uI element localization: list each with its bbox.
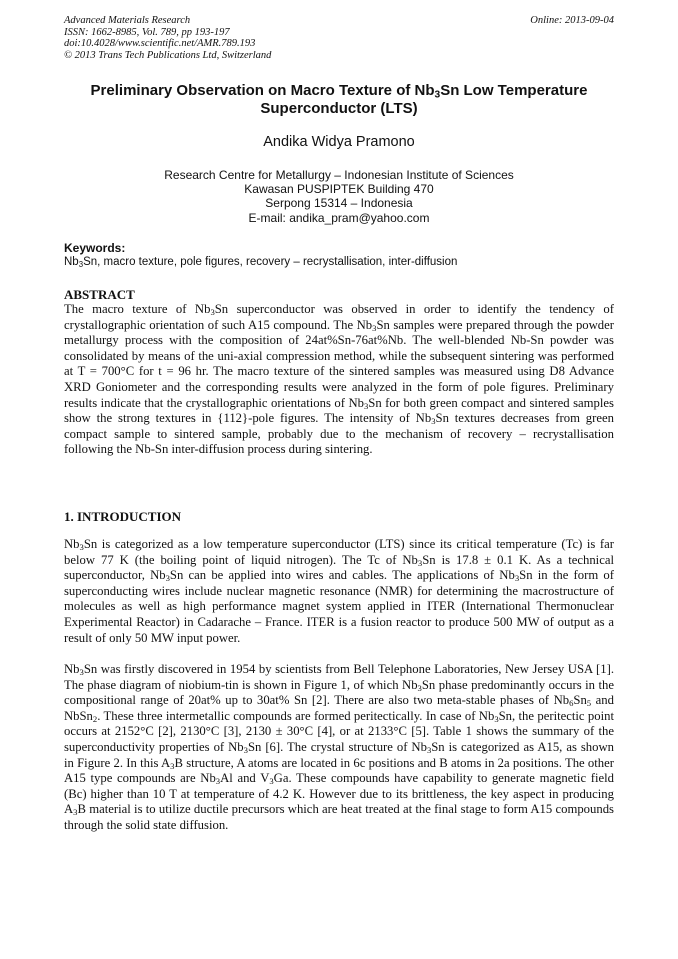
paragraph-text: Sn, the peritectic point occurs at 2152°C [2], 2130°C [3], 2130 ± 30°C [4], or at 2133°C [5]. Table 1 shows the summary of the superconductivity properties of Nb [64, 708, 614, 754]
paragraph-text: . These three intermetallic compounds are formed peritectically. In case of Nb [97, 708, 495, 723]
subscript: 3 [269, 776, 274, 787]
subscript: 6 [569, 698, 574, 709]
author-email: E-mail: andika_pram@yahoo.com [248, 210, 430, 225]
journal-doi: doi:10.4028/www.scientific.net/AMR.789.193 [64, 38, 256, 49]
paragraph-text: Al and V [220, 771, 270, 786]
keyword-subscript: 3 [78, 259, 84, 269]
abstract-text: Sn samples were prepared through the powder metallurgy process with the composition of 24at%Sn-76at%Nb. The well-blended Nb-Sn powder was consolidated by means of the uni-axial compression method, while the subsequent sintering was performed at T = 700°C for t = 96 hr. The macro texture of the sintered samples was measured using D8 Advance XRD Goniometer and the corresponding results were analyzed in the form of pole figures. Preliminary results indicate that the crystallographic orientations of Nb [64, 317, 614, 410]
journal-name: Advanced Materials Research [64, 15, 191, 26]
subscript: 3 [417, 682, 422, 693]
keywords-heading: Keywords: [64, 241, 126, 255]
subscript: 3 [514, 573, 520, 584]
paragraph-text: Ga. These compounds have capability to generate magnetic field (Bc) higher than 10 T at temperature of 4.2 K. However due to its brittleness, the key aspect in producing A [64, 771, 614, 817]
paragraph-text: Sn is 17.8 ± 0.1 K. As a technical superconductor, Nb [64, 552, 614, 583]
paragraph-text: Nb [64, 537, 80, 551]
intro-paragraph-2 [64, 662, 614, 834]
subscript: 3 [243, 745, 248, 756]
subscript: 3 [494, 713, 499, 724]
affiliation [0, 168, 678, 225]
subscript: 3 [215, 776, 221, 787]
paragraph-text: Sn is categorized as a low temperature superconductor (LTS) since its critical temperature (Tc) is far below 77 K (the boiling point of liquid nitrogen). The Tc of Nb [64, 537, 614, 567]
paragraph-text: Sn can be applied into wires and cables. The applications of Nb [169, 568, 515, 583]
paragraph-text: and NbSn [64, 693, 614, 723]
paper-title [60, 82, 618, 118]
abstract-text: The macro texture of Nb [64, 302, 211, 316]
abstract-text: Sn for both green compact and sintered samples show the strong textures in {112}-pole figures. The intensity of Nb [64, 395, 614, 426]
journal-copyright: © 2013 Trans Tech Publications Ltd, Switzerland [64, 49, 272, 61]
paragraph-text: Sn in the form of superconducting wires include nuclear magnetic resonance (NMR) for determining the macrostructure of molecules as well as high performance magnet system applied in ITER (International Thermonuclear Experimental Reactor) in Cadarache – France. ITER is a fusion reactor to produce 500 MW of output as a result of only 50 MW input power. [64, 568, 614, 645]
paragraph-text: B material is to utilize ductile precursors which are heat treated at the final stage to form A15 compounds through the solid state diffusion. [64, 802, 614, 832]
journal-issn: ISSN: 1662-8985, Vol. 789, pp 193-197 [64, 26, 230, 38]
section-heading-introduction: 1. INTRODUCTION [64, 509, 182, 524]
title-text: Preliminary Observation on Macro Texture of Nb [90, 82, 435, 99]
subscript: 5 [586, 698, 592, 709]
affiliation-line: Serpong 15314 – Indonesia [265, 196, 413, 211]
affiliation-line: Kawasan PUSPIPTEK Building 470 [244, 182, 434, 197]
paragraph-text: Sn [573, 693, 587, 708]
online-date: Online: 2013-09-04 [530, 15, 614, 26]
paragraph-text: Sn [6]. The crystal structure of Nb [247, 739, 427, 754]
paragraph-text: B structure, A atoms are located in 6c positions and B atoms in 2a positions. The other A15 type compounds are Nb [64, 755, 614, 786]
subscript: 2 [92, 713, 98, 724]
abstract-body [64, 302, 614, 458]
subscript: 3 [431, 416, 436, 427]
subscript: 3 [417, 557, 423, 568]
paragraph-text: Sn was firstly discovered in 1954 by scientists from Bell Telephone Laboratories, New Jersey USA [1]. The phase diagram of niobium-tin is shown in Figure 1, of which Nb [64, 662, 614, 692]
paragraph-text: Nb [64, 662, 80, 676]
intro-paragraph-1 [64, 537, 614, 646]
title-subscript: 3 [434, 89, 441, 101]
paragraph-text: Sn phase predominantly occurs in the compositional range of 20at% up to 30at% Sn [2]. There are also two meta-stable phases of Nb [64, 677, 614, 708]
affiliation-line: Research Centre for Metallurgy – Indonesian Institute of Sciences [164, 168, 514, 182]
keyword-text: Sn, macro texture, pole figures, recovery – recrystallisation, inter-diffusion [83, 256, 458, 268]
subscript: 3 [79, 667, 84, 678]
subscript: 3 [165, 573, 170, 584]
abstract-text: Sn superconductor was observed in order to identify the tendency of crystallographic orientation of such A15 compound. The Nb [64, 302, 614, 332]
abstract-heading: ABSTRACT [64, 287, 135, 302]
keyword-text: Nb [64, 256, 79, 268]
paragraph-text: Sn is categorized as A15, as shown in Figure 2. In this A [64, 739, 614, 770]
subscript: 3 [210, 307, 215, 318]
abstract-text: Sn textures decreases from green compact sample to sintered sample, probably due to the mechanism of recovery – recrystallisation following the Nb-Sn inter-diffusion process during sintering. [64, 411, 614, 457]
journal-header [64, 15, 271, 61]
title-text: Sn Low Temperature Superconductor (LTS) [260, 82, 588, 117]
subscript: 3 [426, 745, 432, 756]
subscript: 3 [372, 322, 377, 333]
subscript: 3 [79, 542, 84, 553]
subscript: 3 [73, 807, 78, 818]
subscript: 3 [363, 400, 369, 411]
keywords-list [64, 256, 457, 268]
subscript: 3 [170, 760, 175, 771]
author-name: Andika Widya Pramono [263, 134, 415, 150]
